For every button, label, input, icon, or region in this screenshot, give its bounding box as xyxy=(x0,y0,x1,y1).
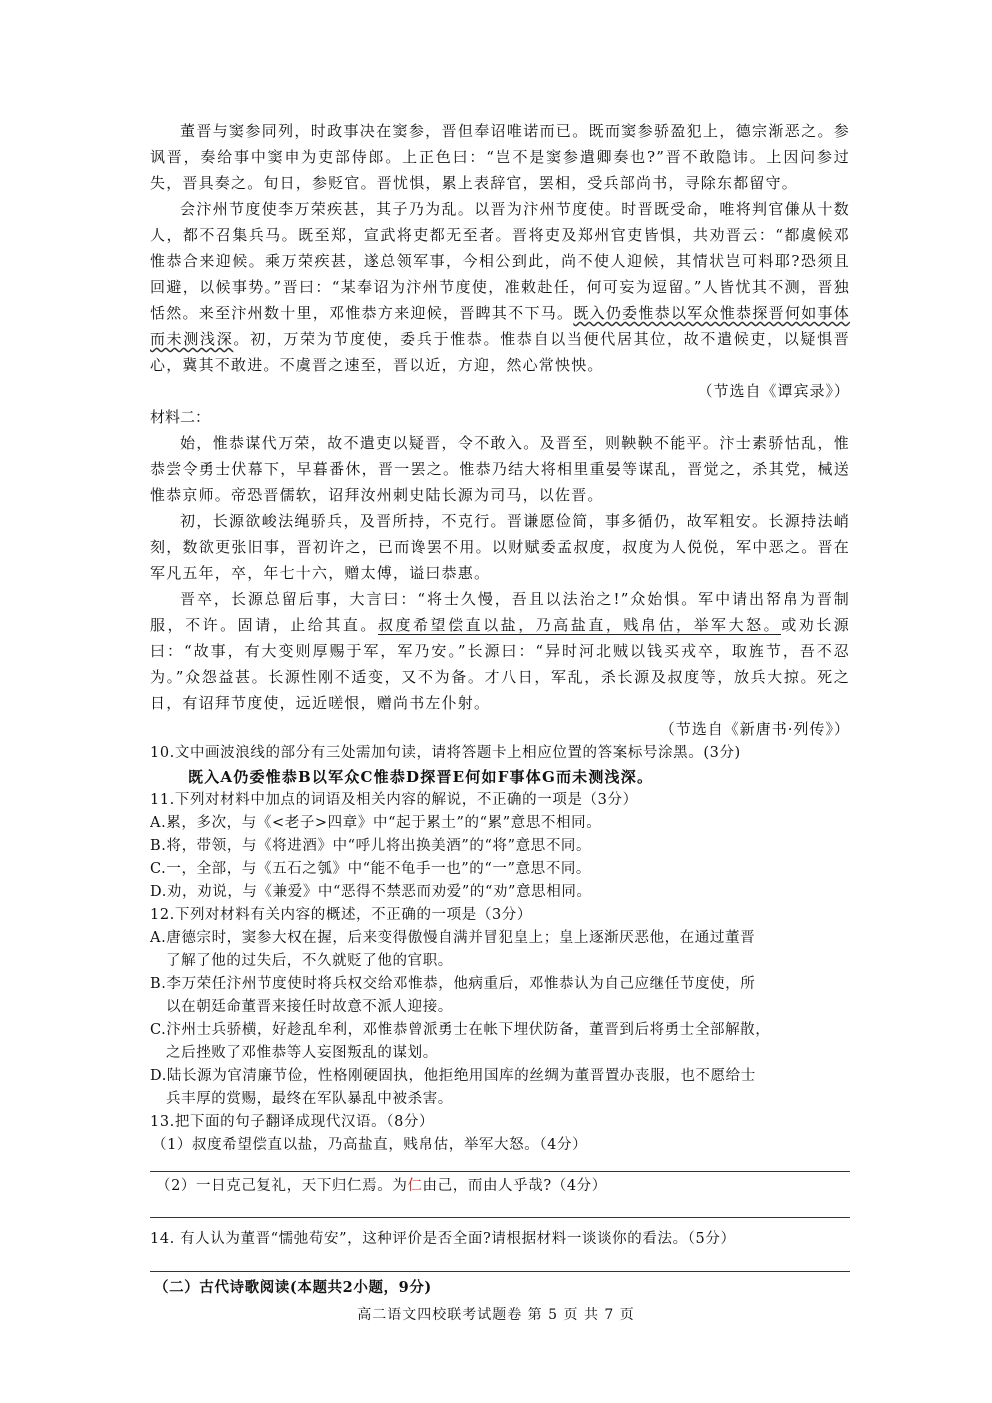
question-12-option-d-line-2: 兵丰厚的赏赐，最终在军队暴乱中被杀害。 xyxy=(166,1091,453,1107)
passage2-paragraph-3-text-b: 或劝长源曰：“故事，有大变则厚赐于军，军乃安。”长源曰：“异时河北贼以钱买戎卒，取旌节，吾不忍为。”众怨益甚。长源性刚不适变，又不为备。才八日，军乱，杀长源及叔度等，放兵大掠。死之日，有诏拜节度使，远近嗟恨，赠尚书左仆射。 xyxy=(150,616,851,712)
question-12-option-a-line-1: A.唐德宗时，窦参大权在握，后来变得傲慢自满并冒犯皇上；皇上逐渐厌恶他，在通过董晋 xyxy=(150,930,756,946)
question-11-option-d: D.劝，劝说，与《兼爱》中“恶得不禁恶而劝爱”的“劝”意思相同。 xyxy=(150,884,592,900)
material-2-label: 材料二： xyxy=(150,408,211,426)
answer-line-2[interactable] xyxy=(150,1217,850,1218)
passage1-paragraph-2-text-a: 会汴州节度使李万荣疾甚，其子乃为乱。以晋为汴州节度使。时晋既受命，唯将判官傔从十数人，都不召集兵马。既至郑，宣武将吏都无至者。晋将吏及郑州官吏皆惧，共劝晋云：“都虞候邓惟恭合来迎候。乘万荣疾甚，遂总领军事，今相公到此，尚不使人迎候，其情状岂可料耶?恐须且回避，以候事势。”晋曰：“某奉诏为汴州节度使，准敕赴任，何可妄为逗留。”人皆忧其不测，晋独恬然。来至汴州数十里，邓惟恭方来迎候，晋睥其不下马。 xyxy=(150,200,850,322)
question-12-option-c-line-2: 之后挫败了邓惟恭等人妄图叛乱的谋划。 xyxy=(166,1045,438,1061)
question-13-stem: 13.把下面的句子翻译成现代汉语。（8分） xyxy=(150,1114,435,1130)
question-13-sentence-2-text-b: 由己，而由人乎哉?（4分） xyxy=(422,1178,607,1194)
passage1-paragraph-2 xyxy=(150,196,850,378)
exam-page xyxy=(150,118,850,1299)
passage2-paragraph-3 xyxy=(150,586,850,716)
question-11-option-a: A.累，多次，与《<老子>四章》中“起于累土”的“累”意思不相同。 xyxy=(150,815,602,831)
question-12-option-d-line-1: D.陆长源为官清廉节俭，性格刚硬固执，他拒绝用国库的丝绸为董晋置办丧服，也不愿给士 xyxy=(150,1068,756,1084)
question-12-option-c-line-1: C.汴州士兵骄横，好趁乱牟利，邓惟恭曾派勇士在帐下埋伏防备，董晋到后将勇士全部解散， xyxy=(150,1022,771,1038)
question-10-options: 既入A仍委惟恭B以军众C惟恭D探晋E何如F事体G而未测浅深。 xyxy=(188,768,654,786)
question-12-option-a-line-2: 了解了他的过失后，不久就贬了他的官职。 xyxy=(166,953,453,969)
question-11-option-b: B.将，带领，与《将进酒》中“呼儿将出换美酒”的“将”意思不同。 xyxy=(150,838,592,854)
question-13-sentence-1: （1）叔度希望偿直以盐，乃高盐直，贱帛估，举军大怒。（4分） xyxy=(152,1137,588,1153)
question-13-sentence-2 xyxy=(150,1175,850,1198)
passage1-source: （节选自《谭宾录》） xyxy=(697,382,850,400)
answer-line-1[interactable] xyxy=(150,1171,850,1172)
question-12-option-b-line-2: 以在朝廷命董晋来接任时故意不派人迎接。 xyxy=(166,999,453,1015)
question-11-stem: 11.下列对材料中加点的词语及相关内容的解说，不正确的一项是（3分） xyxy=(150,792,638,808)
question-13-sentence-2-text-a: （2）一日克己复礼，天下归仁焉。为 xyxy=(156,1178,408,1194)
question-11-option-c: C.一，全部，与《五石之瓠》中“能不龟手一也”的“一”意思不同。 xyxy=(150,861,592,877)
highlighted-character: 仁 xyxy=(407,1178,423,1194)
passage2-paragraph-3-text-a: 晋卒，长源总留后事，大言曰：“将士久慢，吾且以法治之!”众始惧。军中请出帑帛为晋制服，不许。固请，止给其直。 xyxy=(150,590,850,634)
passage2-paragraph-1: 始，惟恭谋代万荣，故不遣吏以疑晋，令不敢入。及晋至，则鞅鞅不能平。汴士素骄怙乱，惟恭尝令勇士伏幕下，早暮番休，晋一罢之。惟恭乃结大将相里重晏等谋乱，晋觉之，杀其党，械送惟恭京师。帝恐晋儒软，诏拜汝州刺史陆长源为司马，以佐晋。 xyxy=(150,434,850,504)
question-12-option-b-line-1: B.李万荣任汴州节度使时将兵权交给邓惟恭，他病重后，邓惟恭认为自己应继任节度使，所 xyxy=(150,976,756,992)
question-12-stem: 12.下列对材料有关内容的概述，不正确的一项是（3分） xyxy=(150,907,532,923)
passage2-paragraph-2: 初，长源欲峻法绳骄兵，及晋所持，不克行。晋谦愿俭简，事多循仍，故军粗安。长源持法峭刻，数欲更张旧事，晋初许之，已而谗罢不用。以财赋委孟叔度，叔度为人侻侻，军中恶之。晋在军凡五年，卒，年七十六，赠太傅，谥曰恭惠。 xyxy=(150,512,850,582)
page-footer: 高二语文四校联考试题卷 第 5 页 共 7 页 xyxy=(357,1307,635,1323)
section-2-title: （二）古代诗歌阅读(本题共2小题，9分) xyxy=(154,1279,432,1296)
question-14-stem: 14. 有人认为董晋“懦弛苟安”，这种评价是否全面?请根据材料一谈谈你的看法。（5分） xyxy=(150,1231,736,1247)
passage1-paragraph-1: 董晋与窦参同列，时政事决在窦参，晋但奉诏唯诺而已。既而窦参骄盈犯上，德宗渐恶之。参讽晋，奏给事中窦申为吏部侍郎。上正色曰：“岂不是窦参遣卿奏也?”晋不敢隐讳。上因问参过失，晋具奏之。旬日，参贬官。晋忧惧，累上表辞官，罢相，受兵部尚书，寻除东都留守。 xyxy=(150,122,850,192)
question-10-stem: 10.文中画波浪线的部分有三处需加句读，请将答题卡上相应位置的答案标号涂黑。(3分) xyxy=(150,745,741,761)
passage2-source: （节选自《新唐书·列传》） xyxy=(659,720,850,738)
answer-line-3[interactable] xyxy=(150,1271,850,1272)
wavy-underlined-sentence: 既入仍委惟恭以军众惟恭探晋何如事体而未测浅深 xyxy=(150,304,851,348)
passage1-paragraph-2-text-b: 。初，万荣为节度使，委兵于惟恭。惟恭自以当便代居其位，故不遣候吏，以疑惧晋心，冀其不敢进。不虞晋之速至，晋以近，方迎，然心常怏怏。 xyxy=(150,330,850,374)
underlined-sentence: 叔度希望偿直以盐，乃高盐直，贱帛估，举军大怒。 xyxy=(377,616,782,634)
